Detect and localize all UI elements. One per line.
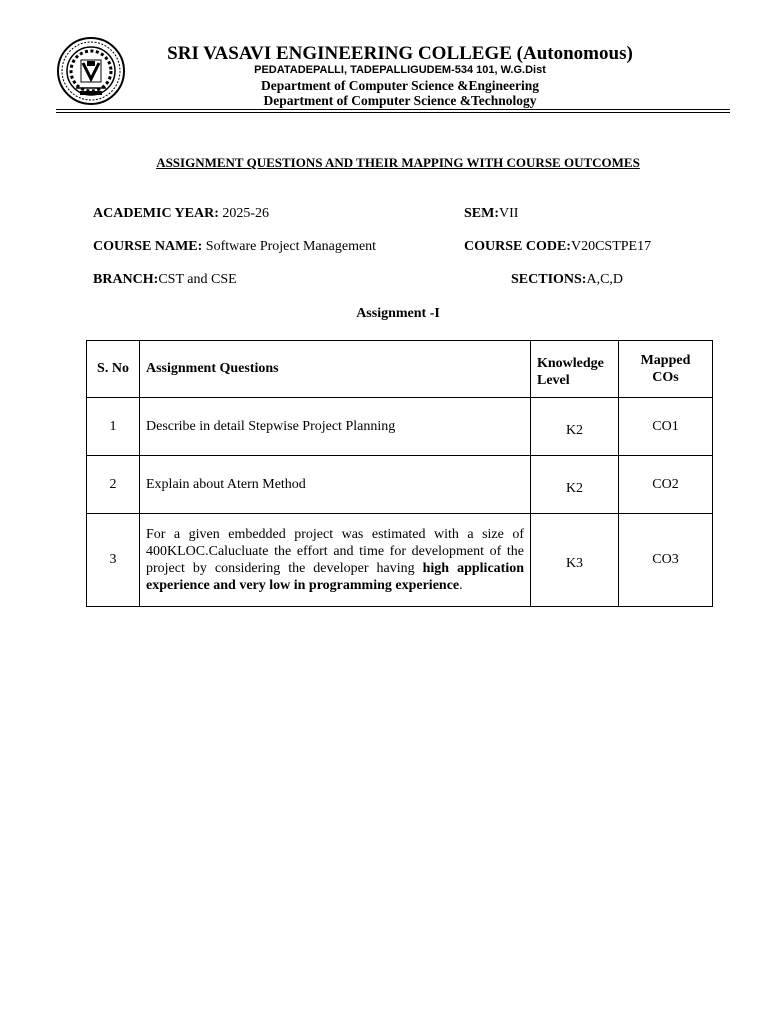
department-cst: Department of Computer Science &Technology [263, 93, 537, 108]
row-knowledge-level: K2 [531, 398, 619, 456]
academic-year-label: ACADEMIC YEAR: [93, 206, 219, 221]
row-knowledge-level: K3 [531, 514, 619, 607]
row-mapped-co: CO1 [619, 398, 713, 456]
table-row [87, 514, 713, 607]
question-end: . [459, 578, 463, 593]
semester-label: SEM: [464, 206, 499, 221]
table-row [87, 456, 713, 514]
academic-year-value: 2025-26 [218, 206, 270, 221]
header-knowledge-line2: Level [537, 373, 570, 388]
sections-label: SECTIONS: [511, 272, 587, 287]
table-header-row [87, 341, 713, 398]
row-knowledge-level: K2 [531, 456, 619, 514]
document-title: ASSIGNMENT QUESTIONS AND THEIR MAPPING WITH COURSE OUTCOMES [156, 155, 640, 170]
header-mapped-cos [619, 341, 713, 398]
header-knowledge-line1: Knowledge [537, 356, 604, 371]
row-mapped-co: CO2 [619, 456, 713, 514]
header-rule-thin [56, 112, 730, 113]
table-row [87, 398, 713, 456]
header-question: Assignment Questions [140, 341, 531, 398]
header-rule-thick [56, 109, 730, 110]
college-name: SRI VASAVI ENGINEERING COLLEGE (Autonomous) [167, 43, 633, 64]
header-mapped-line1: Mapped [640, 353, 691, 368]
branch-label: BRANCH: [93, 272, 159, 287]
question-emphasis: high application experience and very low in programming experience [146, 561, 524, 593]
college-address: PEDATADEPALLI, TADEPALLIGUDEM-534 101, W.G.Dist [254, 64, 546, 76]
academic-year [93, 206, 269, 222]
course-name-value: Software Project Management [202, 239, 377, 254]
row-sno: 1 [87, 398, 140, 456]
course-code [464, 239, 651, 255]
header-knowledge-level [531, 341, 619, 398]
question-text: For a given embedded project was estimated with a size of 400KLOC.Calucluate the effort and time for development of the project by considering the developer having [146, 527, 524, 576]
sections-value: A,C,D [586, 272, 624, 287]
row-question [140, 514, 531, 607]
course-code-value: V20CSTPE17 [570, 239, 652, 254]
course-code-label: COURSE CODE: [464, 239, 571, 254]
semester [464, 206, 518, 222]
header-mapped-line2: COs [652, 370, 679, 385]
branch [93, 272, 237, 288]
semester-value: VII [499, 206, 519, 221]
branch-value: CST and CSE [158, 272, 237, 287]
header-sno: S. No [87, 341, 140, 398]
assignment-table [86, 340, 713, 607]
row-sno: 3 [87, 514, 140, 607]
row-question: Describe in detail Stepwise Project Planning [140, 398, 531, 456]
sections [511, 272, 623, 288]
row-sno: 2 [87, 456, 140, 514]
course-name-label: COURSE NAME: [93, 239, 203, 254]
row-question: Explain about Atern Method [140, 456, 531, 514]
assignment-title: Assignment -I [356, 306, 440, 321]
row-mapped-co: CO3 [619, 514, 713, 607]
college-logo [56, 36, 126, 106]
course-name [93, 239, 376, 255]
department-cse: Department of Computer Science &Engineering [261, 78, 539, 93]
